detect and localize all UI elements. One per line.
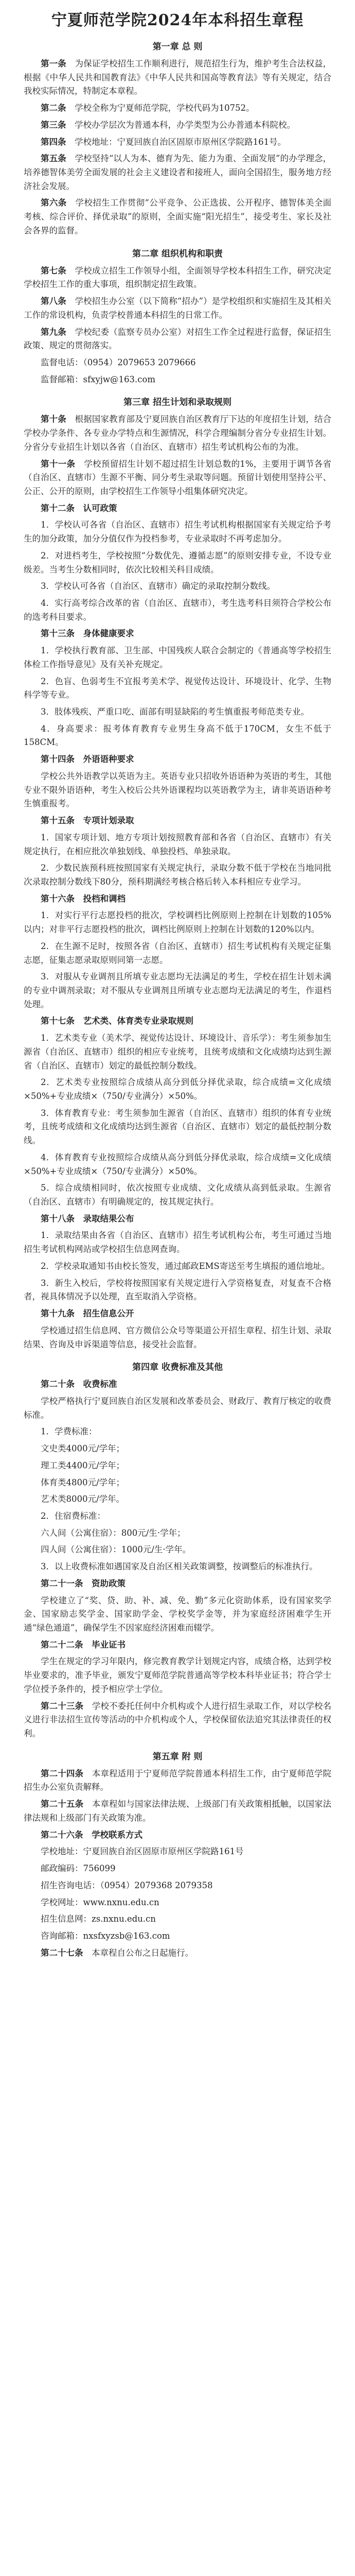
article-item: 3．学校认可各省（自治区、直辖市）确定的录取控制分数线。 bbox=[41, 581, 275, 591]
article-item: 学校公共外语教学以英语为主。英语专业只招收外语语种为英语的考生，其他专业不限外语语种，考生入校后公共外语课程均以英语教学为主，请非英语语种考生慎重报考。 bbox=[24, 771, 331, 809]
article-item: 2．学校录取通知书由校长签发，通过邮政EMS寄送至考生填报的通信地址。 bbox=[41, 1261, 330, 1271]
article-2 bbox=[24, 101, 331, 115]
article-heading: 毕业证书 bbox=[92, 1639, 126, 1650]
article-text: 学校招生办公室（以下简称“招办”）是学校组织和实施招生及其相关工作的常设机构，负责学校普通本科招生的日常工作。 bbox=[24, 296, 332, 320]
article-number: 第十九条 bbox=[41, 1309, 75, 1319]
article-text: 学校办学层次为普通本科，办学类型为公办普通本科院校。 bbox=[75, 120, 295, 130]
article-item: 3．新生入校后，学校将按照国家有关规定进行入学资格复查，对复查不合格者，视具体情况予以处理，直至取消入学资格。 bbox=[24, 1278, 331, 1302]
article-22 bbox=[24, 1638, 331, 1652]
article-number: 第八条 bbox=[41, 296, 66, 307]
article-number: 第四条 bbox=[41, 137, 66, 147]
fee-item: 体育类4800元/学年； bbox=[41, 1477, 125, 1487]
article-text: 为保证学校招生工作顺利进行，规范招生行为，维护考生合法权益，根据《中华人民共和国教育法》《中华人民共和国高等教育法》等有关规定，结合我校实际情况，特制定本章程。 bbox=[24, 59, 332, 96]
article-item: 4．体育教育专业按照综合成绩从高分到低分择优录取，综合成绩=文化成绩×50%+专业成绩×（750/专业满分）×50%。 bbox=[24, 1152, 331, 1176]
article-3 bbox=[24, 118, 331, 132]
article-25 bbox=[24, 1798, 331, 1825]
article-number: 第二十四条 bbox=[41, 1768, 84, 1778]
article-text: 学校不委托任何中介机构或个人进行招生录取工作，对以学校名义进行非法招生宣传等活动的中介机构或个人，学校保留依法追究其法律责任的权利。 bbox=[24, 1701, 332, 1739]
article-11 bbox=[24, 457, 331, 499]
article-19 bbox=[24, 1307, 331, 1321]
article-item: 1．国家专项计划、地方专项计划按照教育部和各省（自治区、直辖市）有关规定执行，在相应批次单独划线、单独投档、单独录取。 bbox=[24, 832, 331, 856]
article-item: 1．学校认可各省（自治区、直辖市）招生考试机构根据国家有关规定给予考生的加分政策，加分分值仅作为投档参考，专业录取时不再考虑加分。 bbox=[24, 520, 331, 544]
contact-postcode: 邮政编码：756099 bbox=[41, 1863, 116, 1874]
fee-item: 理工类4400元/学年； bbox=[41, 1460, 125, 1470]
article-number: 第二十六条 bbox=[41, 1829, 83, 1840]
article-item: 2．对进档考生，学校按照“分数优先、遵循志愿”的原则安排专业，不设专业级差。当考生分数相同时，依次比较相关科目成绩。 bbox=[24, 550, 331, 574]
article-1 bbox=[24, 57, 331, 98]
article-number: 第十三条 bbox=[41, 629, 75, 639]
supervision-email: 监督邮箱：sfxyjw@163.com bbox=[41, 374, 155, 384]
article-number: 第九条 bbox=[41, 327, 66, 337]
fee-item: 四人间（公寓住宿）：1000元/生·学年。 bbox=[41, 1545, 191, 1555]
article-heading: 资助政策 bbox=[92, 1578, 126, 1588]
article-item: 4．身高要求：报考体育教育专业男生身高不低于170CM，女生不低于158CM。 bbox=[24, 723, 331, 748]
article-number: 第十八条 bbox=[41, 1213, 75, 1224]
article-number: 第十一条 bbox=[41, 459, 76, 469]
article-item: 3．肢体残疾、严重口吃、面部有明显缺陷的考生慎重报考师范类专业。 bbox=[41, 707, 309, 717]
article-heading: 身体健康要求 bbox=[83, 629, 134, 639]
article-heading: 投档和调档 bbox=[83, 893, 126, 904]
article-number: 第二十一条 bbox=[41, 1578, 83, 1588]
article-item: 学校通过招生信息网、官方微信公众号等渠道公开招生章程、招生计划、录取结果、咨询及申诉渠道等信息，接受社会监督。 bbox=[24, 1325, 331, 1349]
article-item: 5．综合成绩相同时，依次按照专业成绩、文化成绩从高到低录取。生源省（自治区、直辖市）有明确规定的，按其规定执行。 bbox=[24, 1183, 331, 1207]
article-20 bbox=[24, 1378, 331, 1392]
article-18 bbox=[24, 1212, 331, 1226]
article-item: 2．少数民族预科班按照国家有关规定执行，录取分数不低于学校在当地同批次录取控制分数线下80分，预科期满经考核合格后转入本科相应专业学习。 bbox=[24, 863, 331, 887]
article-text: 学校坚持“以人为本、德育为先、能力为重、全面发展”的办学理念，培养德智体美劳全面发展的社会主义建设者和接班人，面向全国招生，服务地方经济社会发展。 bbox=[24, 154, 332, 191]
article-number: 第十条 bbox=[41, 414, 66, 425]
article-heading: 收费标准 bbox=[83, 1379, 117, 1389]
article-heading: 艺术类、体育类专业录取规则 bbox=[83, 1016, 193, 1026]
chapter-4-title: 第四章 收费标准及其他 bbox=[132, 1362, 223, 1373]
article-heading: 认可政策 bbox=[83, 503, 117, 513]
article-21 bbox=[24, 1577, 331, 1591]
contact-email[interactable]: 咨询邮箱：nxsfxyzsb@163.com bbox=[41, 1930, 170, 1941]
chapter-1-title: 第一章 总 则 bbox=[152, 42, 203, 52]
article-number: 第十六条 bbox=[41, 893, 75, 904]
article-item: 3．对服从专业调剂且所填专业志愿均无法满足的考生，学校在招生计划未满的专业中调剂录取；对不服从专业调剂且所填专业志愿均无法满足的考生，作退档处理。 bbox=[24, 972, 331, 1009]
article-13 bbox=[24, 627, 331, 641]
article-item: 3．以上收费标准如遇国家及自治区相关政策调整，按调整后的标准执行。 bbox=[41, 1562, 318, 1572]
article-text: 学校成立招生工作领导小组，全面领导学校本科招生工作，研究决定学校招生工作的重大事项，组织制定招生政策。 bbox=[24, 265, 332, 290]
contact-website[interactable]: 学校网址：www.nxnu.edu.cn bbox=[41, 1897, 159, 1907]
fee-item: 六人间（公寓住宿）：800元/生·学年； bbox=[41, 1528, 186, 1538]
article-number: 第三条 bbox=[41, 120, 66, 130]
article-number: 第十二条 bbox=[41, 503, 75, 513]
article-heading: 外语语种要求 bbox=[83, 754, 134, 765]
chapter-5-title: 第五章 附 则 bbox=[152, 1751, 203, 1762]
article-26 bbox=[24, 1828, 331, 1842]
article-number: 第十四条 bbox=[41, 754, 75, 765]
article-item: 1．学费标准： bbox=[41, 1427, 97, 1437]
article-text: 学校地址：宁夏回族自治区固原市原州区学院路161号。 bbox=[75, 137, 286, 147]
article-item: 1．录取结果由各省（自治区、直辖市）招生考试机构公布，考生可通过当地招生考试机构网站或学校招生信息网查询。 bbox=[24, 1230, 331, 1255]
article-number: 第二十三条 bbox=[41, 1701, 84, 1711]
article-16 bbox=[24, 892, 331, 906]
article-item: 4．实行高考综合改革的省（自治区、直辖市），考生选考科目须符合学校公布的选考科目要求。 bbox=[24, 598, 331, 622]
fee-item: 文史类4000元/学年； bbox=[41, 1444, 125, 1454]
article-23 bbox=[24, 1700, 331, 1741]
article-item: 学校建立了“奖、贷、助、补、减、免、勤”多元化资助体系，设有国家奖学金、国家励志奖学金、国家助学金、学校奖学金等，并为家庭经济困难学生开通“绿色通道”，确保学生不因家庭经济困难而辍学。 bbox=[24, 1595, 331, 1633]
article-number: 第二十条 bbox=[41, 1379, 75, 1389]
article-text: 本章程如与国家法律法规、上级部门有关政策相抵触，以国家法律法规和上级部门有关政策为准。 bbox=[24, 1799, 332, 1823]
article-6 bbox=[24, 196, 331, 238]
article-text: 学校全称为宁夏师范学院，学校代码为10752。 bbox=[75, 103, 255, 113]
article-number: 第十七条 bbox=[41, 1016, 75, 1026]
article-number: 第二条 bbox=[41, 103, 66, 113]
article-item: 2．色盲、色弱考生不宜报考美术学、视觉传达设计、环境设计、化学、生物科学等专业。 bbox=[24, 676, 331, 700]
article-number: 第二十二条 bbox=[41, 1639, 83, 1650]
contact-phone: 招生咨询电话：（0954）2079368 2079358 bbox=[41, 1880, 213, 1890]
article-text: 本章程适用于宁夏师范学院普通本科招生工作，由宁夏师范学院招生办公室负责解释。 bbox=[24, 1768, 332, 1792]
document-title: 宁夏师范学院2024年本科招生章程 bbox=[51, 11, 304, 29]
fee-item: 艺术类8000元/学年。 bbox=[41, 1494, 125, 1504]
article-number: 第二十五条 bbox=[41, 1799, 84, 1809]
article-5 bbox=[24, 152, 331, 193]
article-item: 学生在规定的学习年限内，修完教育教学计划规定内容，成绩合格，达到学校毕业要求的，准予毕业，颁发宁夏师范学院普通高等学校本科毕业证书；符合学士学位授予条件的，授予相应学士学位。 bbox=[24, 1656, 331, 1694]
supervision-phone: 监督电话：（0954）2079653 2079666 bbox=[41, 357, 196, 367]
article-text: 根据国家教育部及宁夏回族自治区教育厅下达的年度招生计划，结合学校办学条件、各专业办学特点和生源情况，科学合理编制分省分专业招生计划。分省分专业招生计划以各省（自治区、直辖市）招生考试机构公布的为准。 bbox=[24, 414, 332, 452]
article-heading: 学校联系方式 bbox=[92, 1829, 143, 1840]
article-number: 第七条 bbox=[41, 265, 66, 276]
article-heading: 专项计划录取 bbox=[83, 816, 134, 826]
article-9 bbox=[24, 326, 331, 353]
article-27 bbox=[24, 1946, 331, 1960]
article-8 bbox=[24, 295, 331, 322]
article-item: 学校严格执行宁夏回族自治区发展和改革委员会、财政厅、教育厅核定的收费标准。 bbox=[24, 1396, 331, 1420]
article-number: 第五条 bbox=[41, 154, 66, 164]
article-14 bbox=[24, 753, 331, 767]
article-text: 学校预留招生计划不超过招生计划总数的1%，主要用于调节各省（自治区、直辖市）生源不平衡、同分考生录取等问题。预留计划使用坚持公平、公正、公开的原则，由学校招生工作领导小组集体研究决定。 bbox=[24, 459, 332, 496]
article-item: 1．艺术类专业（美术学、视觉传达设计、环境设计、音乐学）：考生须参加生源省（自治区、直辖市）组织的相应专业统考，且统考成绩和文化成绩均达到生源省（自治区、直辖市）划定的最低控制分数线。 bbox=[24, 1033, 331, 1071]
article-heading: 录取结果公布 bbox=[83, 1213, 134, 1224]
contact-admissions-site[interactable]: 招生信息网：zs.nxnu.edu.cn bbox=[41, 1914, 156, 1924]
article-4 bbox=[24, 135, 331, 149]
article-12 bbox=[24, 502, 331, 516]
article-text: 学校纪委（监察专员办公室）对招生工作全过程进行监督，保证招生政策、规定的贯彻落实。 bbox=[24, 327, 332, 351]
article-item: 3．体育教育专业：考生须参加生源省（自治区、直辖市）组织的体育专业统考，且统考成绩和文化成绩均达到生源省（自治区、直辖市）划定的最低控制分数线。 bbox=[24, 1108, 331, 1146]
article-17 bbox=[24, 1014, 331, 1028]
article-text: 本章程自公布之日起施行。 bbox=[92, 1947, 193, 1958]
article-item: 2．艺术类专业按照综合成绩从高分到低分择优录取，综合成绩=文化成绩×50%+专业成绩×（750/专业满分）×50%。 bbox=[24, 1077, 331, 1101]
article-number: 第二十七条 bbox=[41, 1947, 83, 1958]
article-item: 2．住宿费标准： bbox=[41, 1511, 105, 1521]
article-10 bbox=[24, 413, 331, 454]
article-24 bbox=[24, 1767, 331, 1794]
article-number: 第十五条 bbox=[41, 816, 75, 826]
article-heading: 招生信息公开 bbox=[83, 1309, 134, 1319]
article-item: 1．学校执行教育部、卫生部、中国残疾人联合会制定的《普通高等学校招生体检工作指导意见》及有关补充规定。 bbox=[24, 646, 331, 669]
article-item: 2．在生源不足时，按照各省（自治区、直辖市）招生考试机构有关规定征集志愿，征集志愿录取原则同第一志愿。 bbox=[24, 941, 331, 965]
article-number: 第六条 bbox=[41, 198, 67, 208]
chapter-2-title: 第二章 组织机构和职责 bbox=[132, 248, 223, 259]
article-number: 第一条 bbox=[41, 59, 66, 69]
article-text: 学校招生工作贯彻“公平竞争、公正选拔、公开程序、德智体美全面考核、综合评价、择优录取”的原则，全面实施“阳光招生”，接受考生、家长及社会各界的监督。 bbox=[24, 198, 332, 235]
chapter-3-title: 第三章 招生计划和录取规则 bbox=[123, 397, 232, 408]
article-15 bbox=[24, 814, 331, 828]
contact-address: 学校地址：宁夏回族自治区固原市原州区学院路161号 bbox=[41, 1846, 244, 1857]
article-item: 1．对实行平行志愿投档的批次，学校调档比例原则上控制在计划数的105%以内；对非平行志愿投档的批次，调档比例原则上控制在计划数的120%以内。 bbox=[24, 910, 331, 935]
article-7 bbox=[24, 264, 331, 292]
